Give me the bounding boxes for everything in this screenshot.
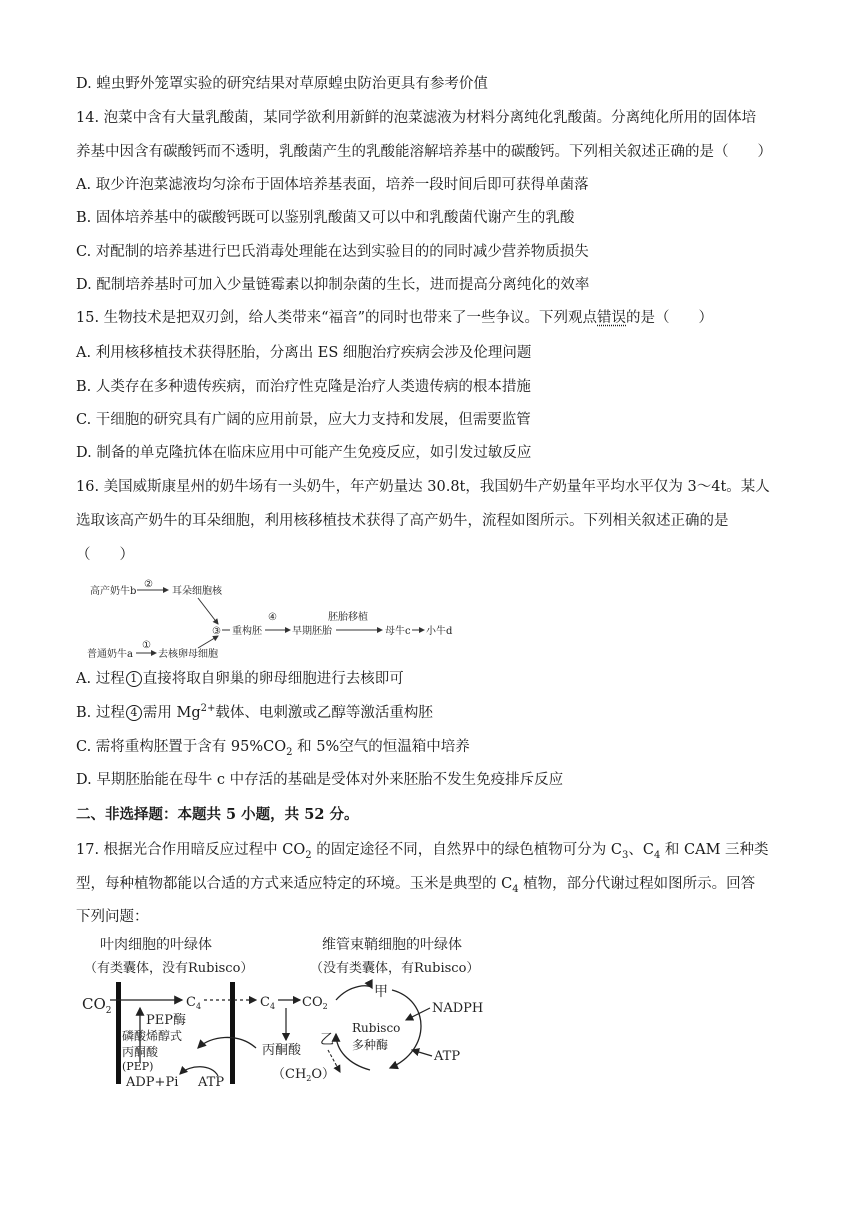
cow-a-label: 普通奶牛a <box>87 649 133 660</box>
q15-option-c: C. 干细胞的研究具有广阔的应用前景，应大力支持和发展，但需要监管 <box>76 412 531 428</box>
pep-line3-label: (PEP) <box>122 1060 154 1073</box>
step-2-label: ② <box>144 579 153 590</box>
q15-stem: 15. 生物技术是把双刃剑，给人类带来“福音”的同时也带来了一些争议。下列观点错误的是（ ） <box>76 310 713 326</box>
q17-stem-line2: 型，每种植物都能以合适的方式来适应特定的环境。玉米是典型的 $C_4$ 植物，部分代谢过程如图所示。回答 <box>76 876 756 895</box>
pep-enzyme-label: PEP酶 <box>146 1013 186 1028</box>
q15-option-a: A. 利用核移植技术获得胚胎，分离出 ES 细胞治疗疾病会涉及伦理问题 <box>76 345 532 361</box>
step-4-label: ④ <box>268 612 277 623</box>
q17-c4-pathway-diagram <box>70 932 510 1090</box>
bundle-sheath-title: 维管束鞘细胞的叶绿体 <box>322 937 462 953</box>
adp-pi-label: ADP+Pi <box>126 1075 179 1090</box>
atp-bundle-label: ATP <box>434 1049 461 1064</box>
q16-stem-line2: 选取该高产奶牛的耳朵细胞，利用核移植技术获得了高产奶牛，流程如图所示。下列相关叙述正确的是 <box>76 513 729 529</box>
atp-mesophyll-label: ATP <box>198 1075 225 1090</box>
q16-option-a: A. 过程 1 直接将取自卵巢的卵母细胞进行去核即可 <box>76 671 404 687</box>
q15-option-b: B. 人类存在多种遗传疾病，而治疗性克隆是治疗人类遗传病的根本措施 <box>76 379 531 395</box>
early-embryo-label: 早期胚胎 <box>292 626 332 637</box>
enzymes-label: 多种酶 <box>352 1038 389 1052</box>
q16-option-d: D. 早期胚胎能在母牛 c 中存活的基础是受体对外来胚胎不发生免疫排斥反应 <box>76 772 564 788</box>
pep-line1-label: 磷酸烯醇式 <box>122 1029 183 1043</box>
yi-label: 乙 <box>320 1032 334 1048</box>
q14-option-d: D. 配制培养基时可加入少量链霉素以抑制杂菌的生长，进而提高分离纯化的效率 <box>76 277 590 293</box>
cow-b-label: 高产奶牛b <box>90 586 137 597</box>
c4-bundle-label: $C_4$ <box>260 995 276 1011</box>
q16-flow-diagram <box>80 572 480 664</box>
ch2o-label: $(CH_2O)$ <box>272 1067 336 1083</box>
mesophyll-title: 叶肉细胞的叶绿体 <box>100 937 212 953</box>
calf-d-label: 小牛d <box>426 626 453 637</box>
q16-stem-line1: 16. 美国威斯康星州的奶牛场有一头奶牛，年产奶量达 30.8t，我国奶牛产奶量年平均水平仅为 3～4t。某人 <box>76 479 770 495</box>
q16-option-b: B. 过程 4 需用 $Mg^{2+}$载体、电刺激或乙醇等激活重构胚 <box>76 703 433 721</box>
enucleated-egg-label: 去核卵母细胞 <box>158 649 218 660</box>
q16-stem-line3: （ ） <box>76 547 134 563</box>
co2-label: $CO_2$ <box>82 995 112 1016</box>
co2-bundle-label: $CO_2$ <box>302 995 328 1011</box>
q14-stem-line1: 14. 泡菜中含有大量乳酸菌，某同学欲利用新鲜的泡菜滤液为材料分离纯化乳酸菌。分离纯化所用的固体培 <box>76 110 757 126</box>
pyruvate-label: 丙酮酸 <box>262 1043 302 1058</box>
step-1-circle: 1 <box>126 671 142 687</box>
q13-option-d: D. 蝗虫野外笼罩实验的研究结果对草原蝗虫防治更具有参考价值 <box>76 76 488 92</box>
rubisco-label: Rubisco <box>352 1021 401 1035</box>
nadph-label: NADPH <box>432 1001 484 1016</box>
q14-option-c: C. 对配制的培养基进行巴氏消毒处理能在达到实验目的的同时减少营养物质损失 <box>76 244 589 260</box>
q14-option-a: A. 取少许泡菜滤液均匀涂布于固体培养基表面，培养一段时间后即可获得单菌落 <box>76 177 589 193</box>
step-3-label: ③ <box>212 626 221 637</box>
step-1-label: ① <box>142 640 151 651</box>
step-4-circle: 4 <box>126 705 142 721</box>
jia-label: 甲 <box>374 984 388 1000</box>
mesophyll-note: （有类囊体，没有Rubisco） <box>84 961 254 976</box>
ear-nucleus-label: 耳朵细胞核 <box>172 586 222 597</box>
q16-option-c: C. 需将重构胚置于含有 $95\%CO_2$ 和 5%空气的恒温箱中培养 <box>76 739 470 758</box>
q14-stem-line2: 养基中因含有碳酸钙而不透明，乳酸菌产生的乳酸能溶解培养基中的碳酸钙。下列相关叙述正确的是（ ） <box>76 144 772 160</box>
mother-c-label: 母牛c <box>385 626 411 637</box>
embryo-transfer-label: 胚胎移植 <box>328 612 368 623</box>
pep-line2-label: 丙酮酸 <box>122 1045 159 1059</box>
bundle-sheath-note: （没有类囊体，有Rubisco） <box>310 961 480 976</box>
q15-emphasis: 错误 <box>597 310 626 326</box>
q17-stem-line1: 17. 根据光合作用暗反应过程中 $CO_2$ 的固定途径不同，自然界中的绿色植物可分为 $C_3$、$C_4$ 和 CAM 三种类 <box>76 842 769 861</box>
section2-heading: 二、非选择题：本题共 5 小题，共 52 分。 <box>76 806 359 823</box>
q14-option-b: B. 固体培养基中的碳酸钙既可以鉴别乳酸菌又可以中和乳酸菌代谢产生的乳酸 <box>76 210 575 226</box>
c4-mesophyll-label: $C_4$ <box>186 995 202 1011</box>
q15-option-d: D. 制备的单克隆抗体在临床应用中可能产生免疫反应，如引发过敏反应 <box>76 445 532 461</box>
q17-stem-line3: 下列问题： <box>76 909 149 925</box>
reconstructed-embryo-label: 重构胚 <box>232 626 262 637</box>
